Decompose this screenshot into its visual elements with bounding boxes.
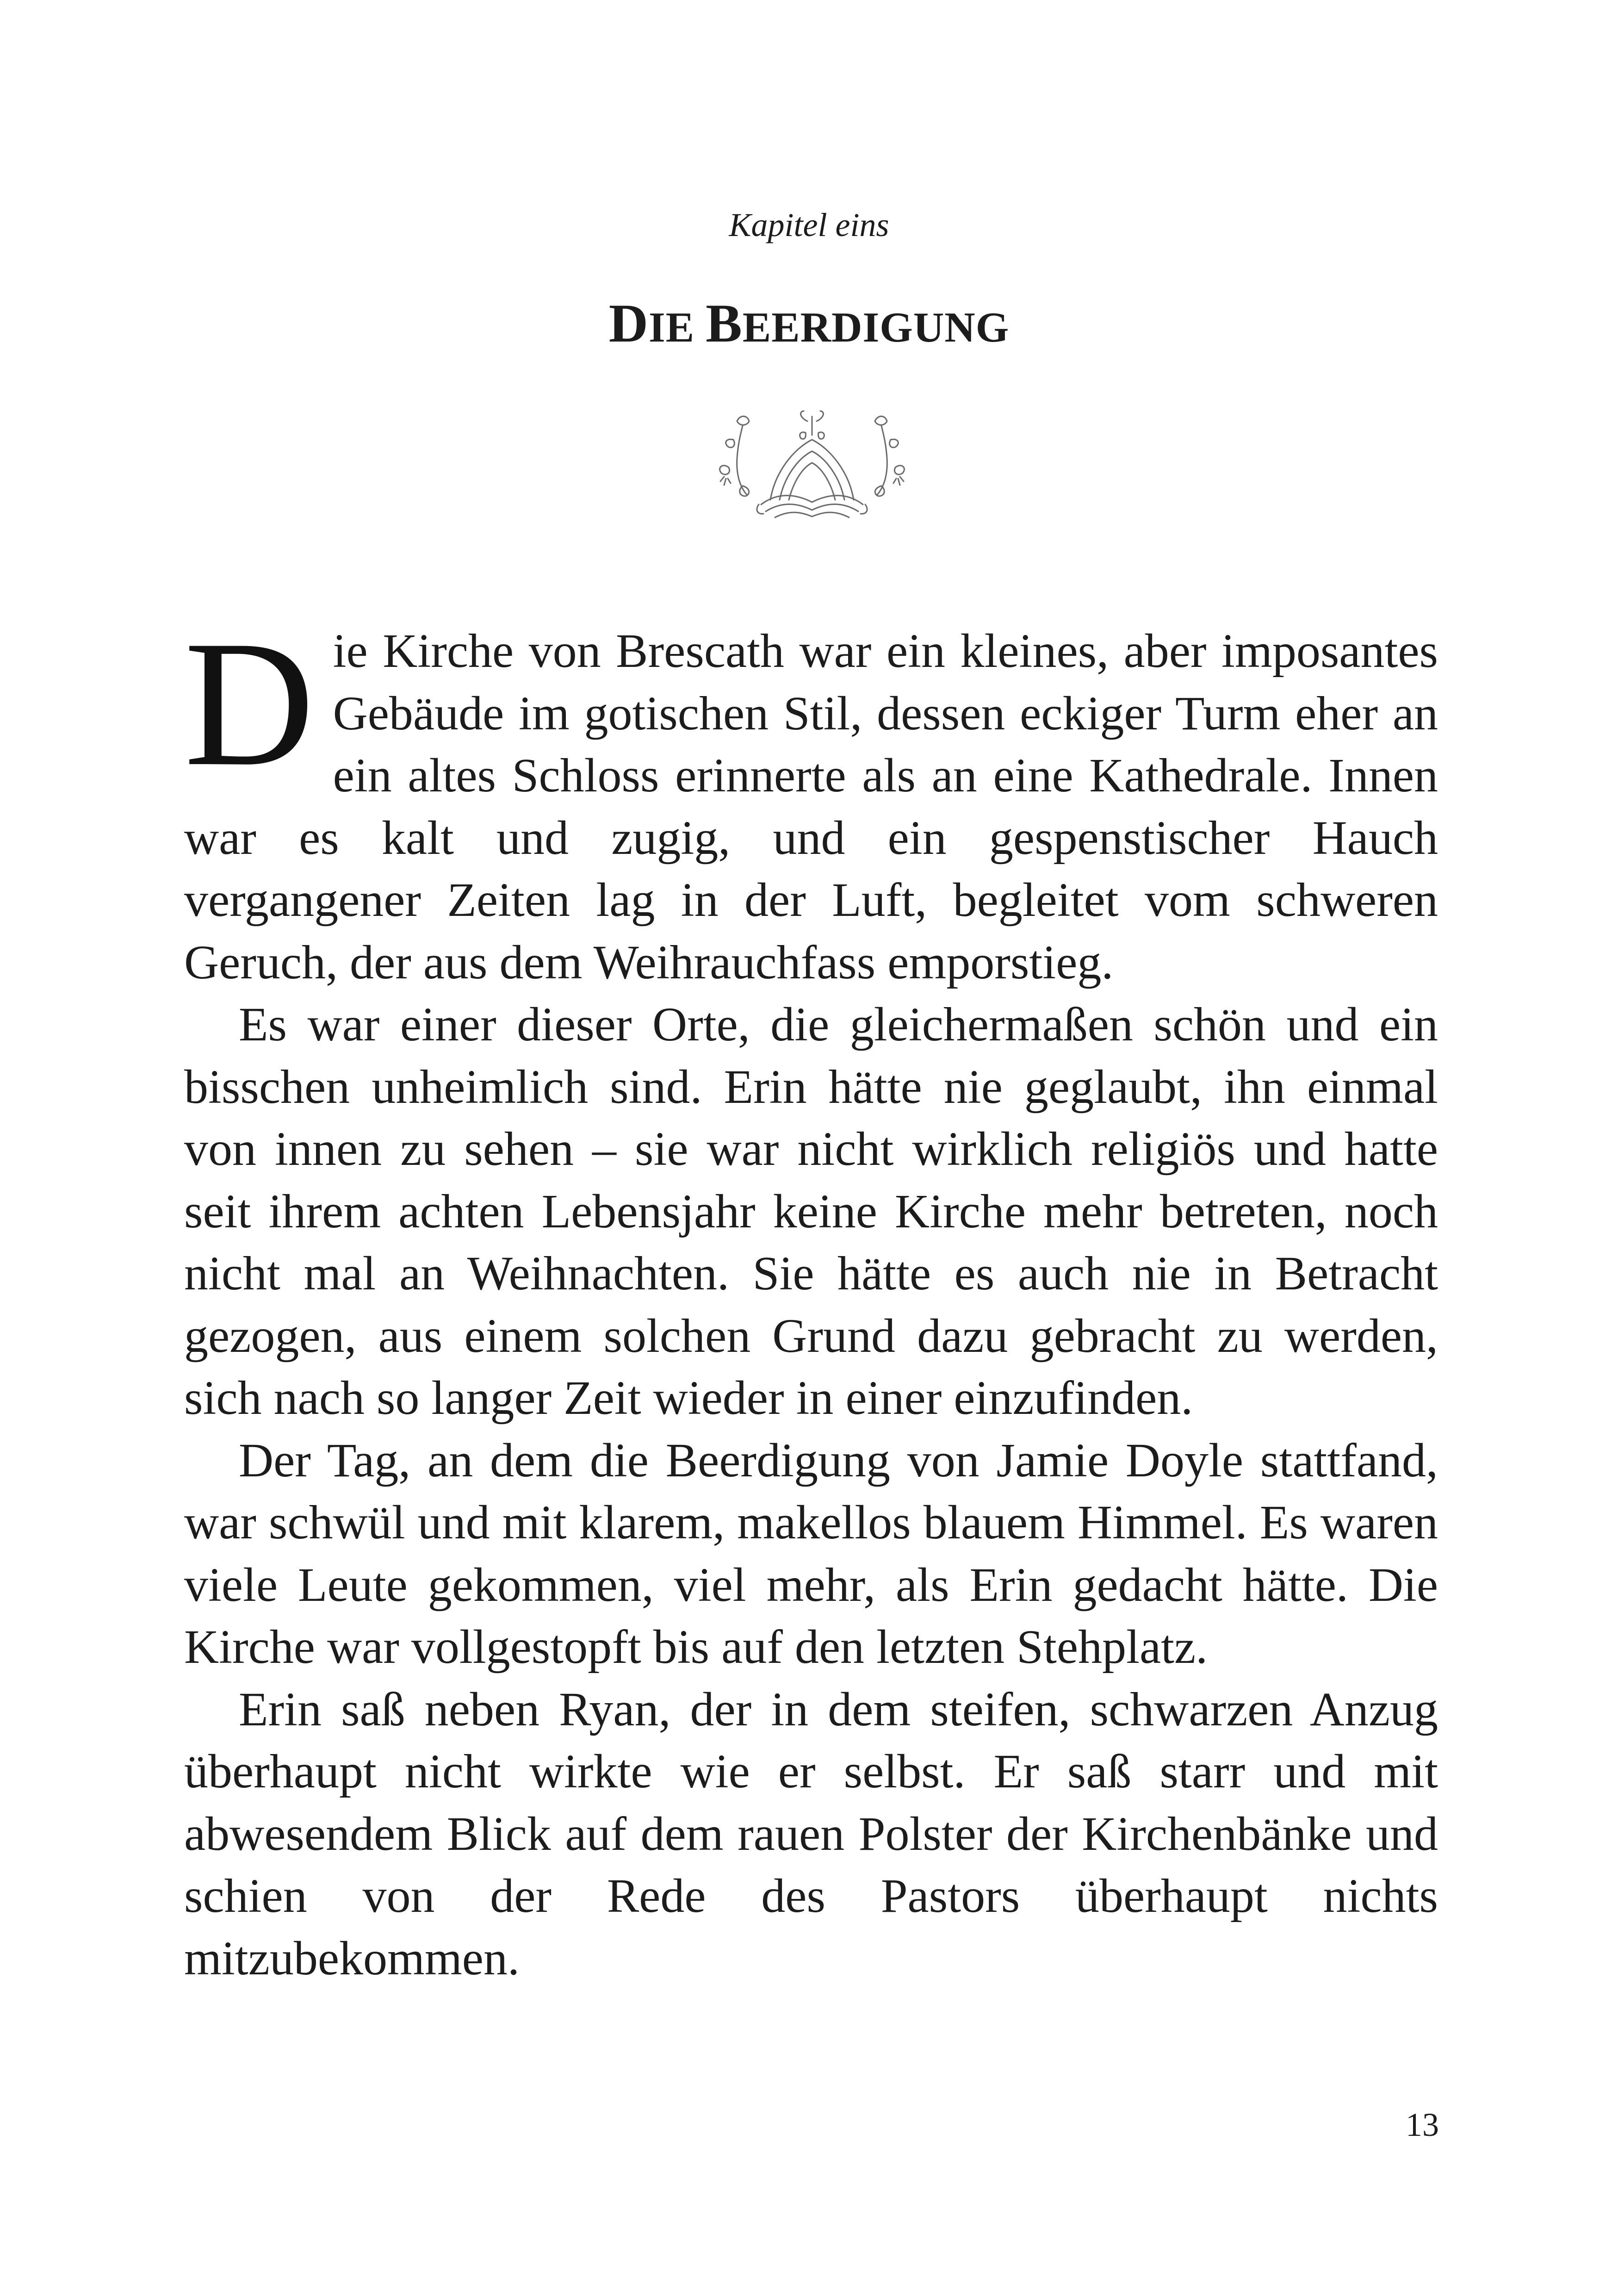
- paragraph-4: Erin saß neben Ryan, der in dem steifen, schwarzen Anzug überhaupt nicht wirkte wie er selbst. Er saß starr und mit abwesendem Blick auf dem rauen Polster der Kirchenbänke und schien von der Rede des Pastors überhaupt nichts mitzubekommen.: [184, 1682, 1438, 1985]
- chapter-title-rest-2: EERDIGUNG: [742, 304, 1010, 351]
- paragraph-1: [184, 604, 1438, 994]
- paragraph-3: Der Tag, an dem die Beerdigung von Jamie Doyle stattfand, war schwül und mit klarem, makellos blauem Himmel. Es waren viele Leute gekommen, viel mehr, als Erin gedacht hätte. Die Kirche war vollgestopft bis auf den letzten Stehplatz.: [184, 1433, 1438, 1674]
- paragraph-1-text: ie Kirche von Brescath war ein kleines, aber imposantes Gebäude im gotischen Stil, dessen eckiger Turm eher an ein altes Schloss erinnerte als an eine Kathedrale. Innen war es kalt und zugig, und ein gespenstischer Hauch vergangener Zeiten lag in der Luft, begleitet vom schweren Geruch, der aus dem Weihrauchfass emporstieg.: [184, 624, 1438, 989]
- floral-vignette-icon: [715, 407, 909, 523]
- chapter-label: Kapitel eins: [729, 206, 889, 243]
- body-text: [184, 604, 1438, 1990]
- chapter-title-cap-2: B: [706, 293, 743, 354]
- drop-cap: D: [184, 604, 315, 803]
- chapter-title: [0, 293, 1618, 354]
- chapter-title-cap-1: D: [608, 293, 649, 354]
- chapter-title-rest-1: IE: [648, 304, 706, 351]
- paragraph-2: Es war einer dieser Orte, die gleichermaßen schön und ein bisschen unheimlich sind. Erin hätte nie geglaubt, ihn einmal von innen zu sehen – sie war nicht wirklich religiös und hatte seit ihrem achten Lebensjahr keine Kirche mehr betreten, noch nicht mal an Weihnachten. Sie hätte es auch nie in Betracht gezogen, aus einem solchen Grund dazu gebracht zu werden, sich nach so langer Zeit wieder in einer einzufinden.: [184, 998, 1438, 1425]
- page-number: 13: [1406, 2106, 1439, 2143]
